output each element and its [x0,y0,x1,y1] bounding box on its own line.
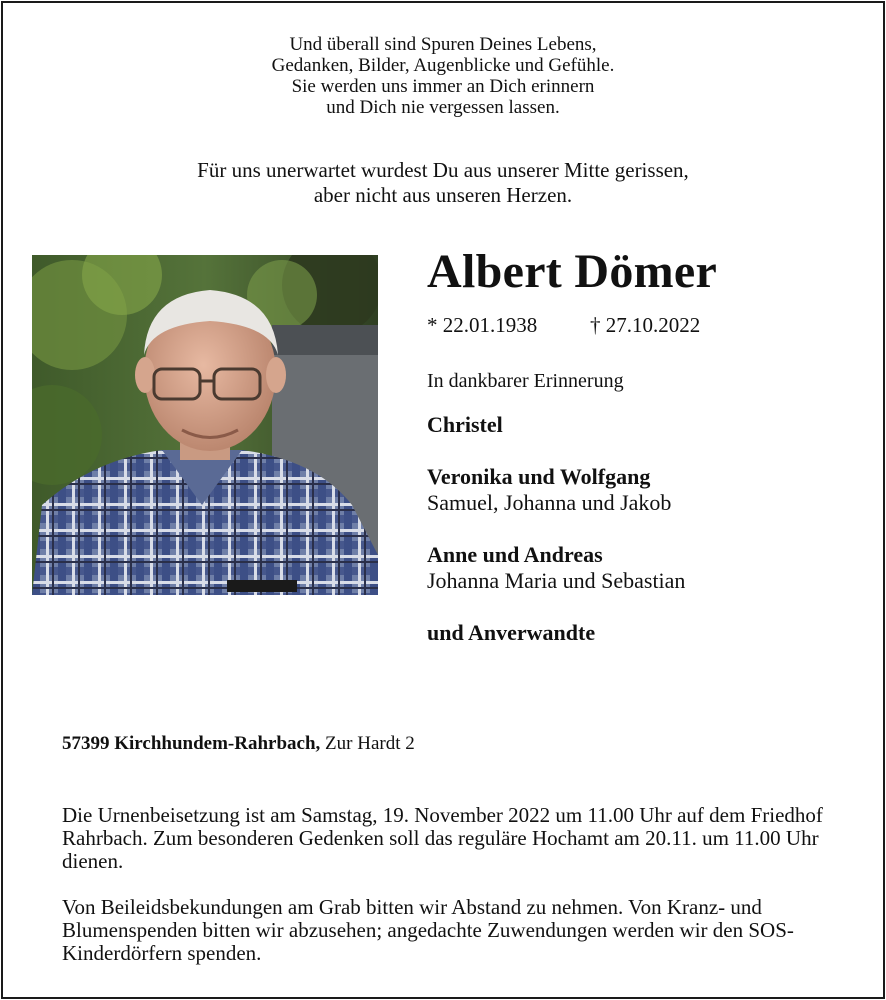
mourner-family-head: Anne und Andreas [427,542,603,567]
poem-line: Und überall sind Spuren Deines Lebens, [289,34,597,55]
funeral-details: Die Urnenbeisetzung ist am Samstag, 19. November 2022 um 11.00 Uhr auf dem Friedhof Rahrbach. Zum besonderen Gedenken soll das reguläre Hochamt am 20.11. um 11.00 Uhr dienen. [62,803,823,873]
family-address [62,733,415,755]
quote-line: aber nicht aus unseren Herzen. [313,183,573,207]
memorial-intro: In dankbarer Erinnerung [427,370,624,392]
birth-date: * 22.01.1938 [427,313,538,337]
mourner-family-children: Johanna Maria und Sebastian [427,568,686,593]
poem-line: Gedanken, Bilder, Augenblicke und Gefühle. [271,55,615,76]
address-city: 57399 Kirchhundem-Rahrbach, [62,733,321,754]
death-date: † 27.10.2022 [590,313,701,337]
poem-verse [0,34,886,118]
mourner-spouse: Christel [427,412,503,437]
portrait-photo [32,255,378,595]
mourner-family-children: Samuel, Johanna und Jakob [427,490,672,515]
deceased-name: Albert Dömer [427,245,718,298]
address-street: Zur Hardt 2 [325,733,415,754]
condolence-quote [0,158,886,208]
mourner-family-head: Veronika und Wolfgang [427,464,651,489]
quote-line: Für uns unerwartet wurdest Du aus unserer Mitte gerissen, [197,158,689,182]
poem-line: und Dich nie vergessen lassen. [326,97,560,118]
funeral-notice [62,804,852,965]
condolence-requests: Von Beileidsbekundungen am Grab bitten wir Abstand zu nehmen. Von Kranz- und Blumenspenden bitten wir abzusehen; angedachte Zuwendungen werden wir den SOS-Kinderdörfern spenden. [62,895,794,965]
poem-line: Sie werden uns immer an Dich erinnern [291,76,595,97]
mourner-relatives: und Anverwandte [427,620,596,645]
